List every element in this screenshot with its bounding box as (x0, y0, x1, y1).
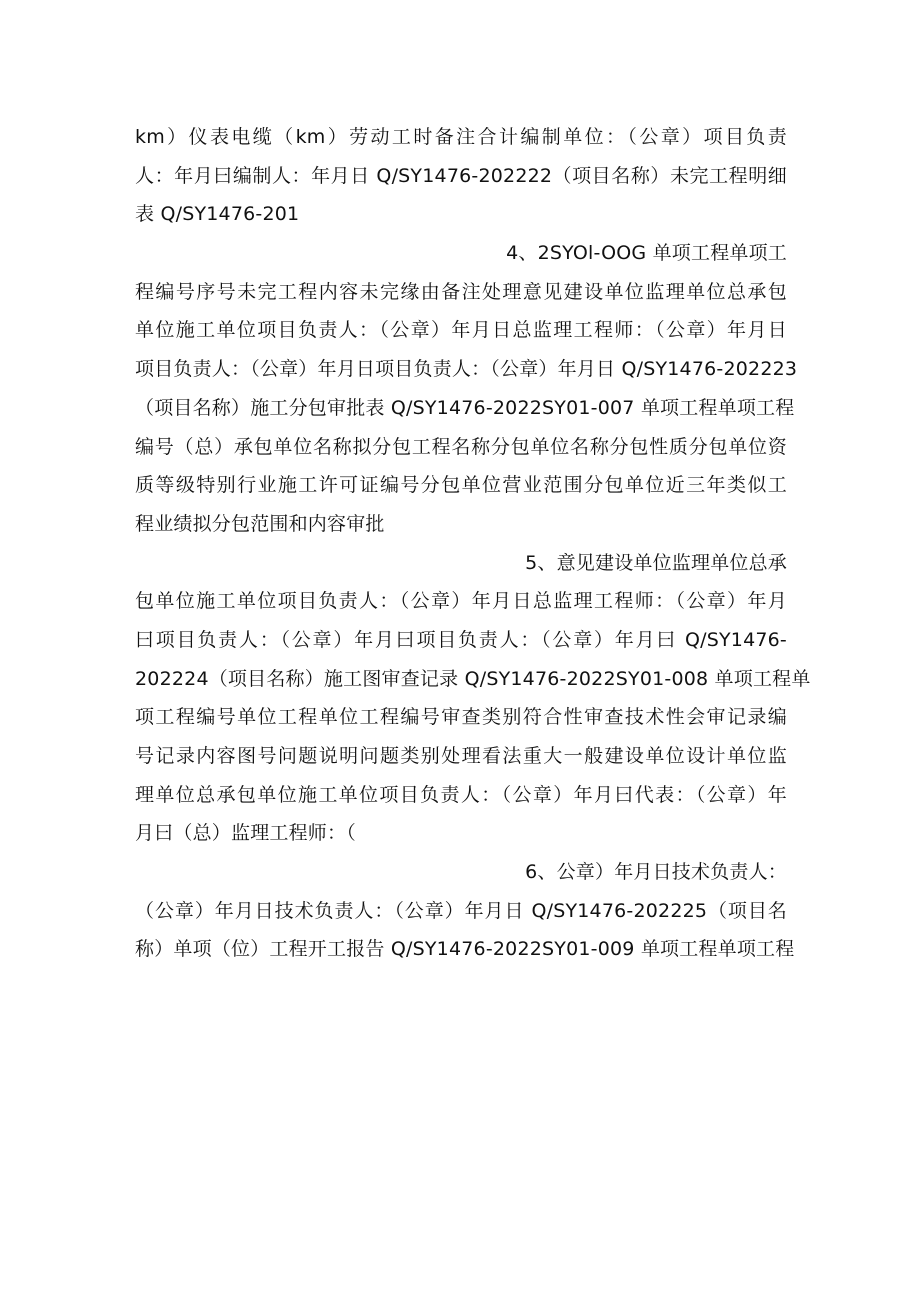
section-heading-5: 5、意见建设单位监理单位总承 (525, 551, 787, 574)
text-line: 程编号序号未完工程内容未完缘由备注处理意见建设单位监理单位总承包 (135, 280, 787, 303)
text-line: 质等级特别行业施工许可证编号分包单位营业范围分包单位近三年类似工 (135, 474, 787, 497)
text-line: 程业绩拟分包范围和内容审批 (135, 512, 385, 535)
text-line: km）仪表电缆（km）劳动工时备注合计编制单位：（公章）项目负责 (135, 126, 787, 148)
text-line: 单位施工单位项目负责人：（公章）年月日总监理工程师：（公章）年月日 (135, 319, 787, 342)
text-line: （项目名称）施工分包审批表 Q/SY1476-2022SY01-007 单项工程单项工程 (135, 396, 795, 419)
text-line: 号记录内容图号问题说明问题类别处理看法重大一般建设单位设计单位监 (135, 745, 787, 767)
text-line: 项工程编号单位工程单位工程编号审查类别符合性审查技术性会审记录编 (135, 706, 787, 729)
document-body (135, 118, 811, 969)
text-line: 202224（项目名称）施工图审查记录 Q/SY1476-2022SY01-008 单项工程单 (135, 667, 811, 690)
text-line: 人：年月曰编制人：年月日 Q/SY1476-202222（项目名称）未完工程明细 (135, 164, 787, 187)
text-line: 包单位施工单位项目负责人：（公章）年月日总监理工程师：（公章）年月 (135, 590, 787, 613)
text-line: 称）单项（位）工程开工报告 Q/SY1476-2022SY01-009 单项工程单项工程 (135, 938, 795, 961)
section-heading-6: 6、公章）年月日技术负责人： (525, 861, 787, 884)
text-line: （公章）年月日技术负责人：（公章）年月日 Q/SY1476-202225（项目名 (135, 899, 787, 922)
text-line: 编号（总）承包单位名称拟分包工程名称分包单位名称分包性质分包单位资 (135, 435, 787, 458)
text-line: 曰项目负责人：（公章）年月曰项目负责人：（公章）年月曰 Q/SY1476- (135, 628, 787, 651)
section-heading-4: 4、2SYOl-OOG 单项工程单项工 (506, 242, 787, 265)
text-line: 表 Q/SY1476-201 (135, 203, 300, 226)
text-line: 理单位总承包单位施工单位项目负责人：（公章）年月曰代表：（公章）年 (135, 783, 787, 806)
text-line: 项目负责人：（公章）年月日项目负责人：（公章）年月日 Q/SY1476-202223 (135, 358, 798, 381)
text-line: 月曰（总）监理工程师：（ (135, 822, 356, 845)
